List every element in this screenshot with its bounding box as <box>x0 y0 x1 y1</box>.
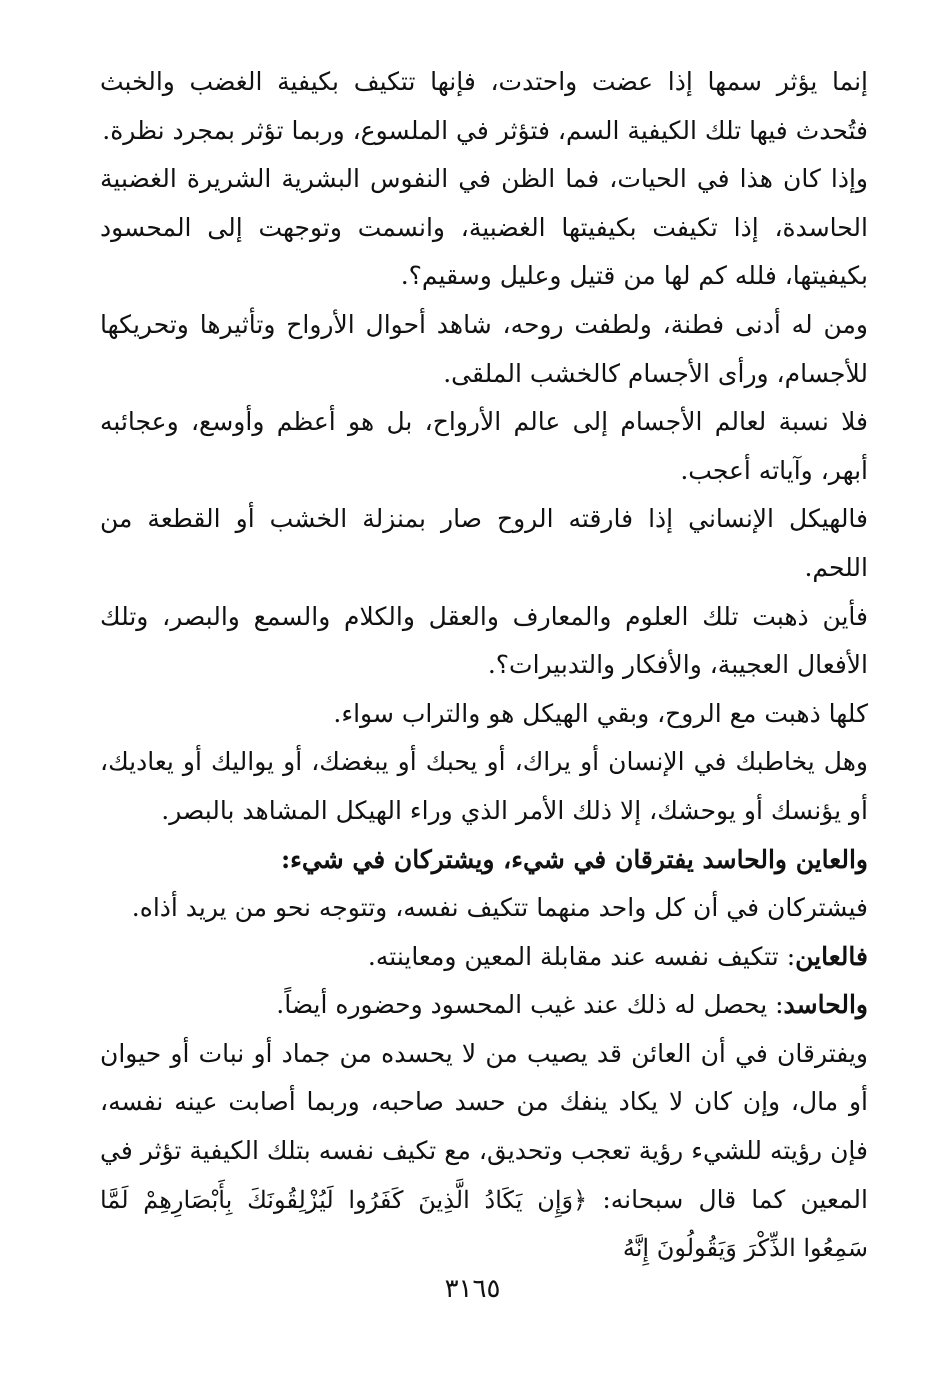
paragraph <box>100 495 868 592</box>
paragraph-text: فيشتركان في أن كل واحد منهما تتكيف نفسه، وتتوجه نحو من يريد أذاه. <box>131 893 868 923</box>
paragraph-text: ومن له أدنى فطنة، ولطفت روحه، شاهد أحوال الأرواح وتأثيرها وتحريكها للأجسام، ورأى الأجسام كالخشب الملقى. <box>100 309 868 388</box>
paragraph-text: : يحصل له ذلك عند غيب المحسود وحضوره أيضاً. <box>276 990 784 1020</box>
paragraph-text: فلا نسبة لعالم الأجسام إلى عالم الأرواح، بل هو أعظم وأوسع، وعجائبه أبهر، وآياته أعجب. <box>100 407 868 485</box>
paragraph <box>100 884 868 933</box>
paragraph <box>100 58 868 155</box>
quran-quote: ﴿وَإِن يَكَادُ الَّذِينَ كَفَرُوا لَيُزْلِقُونَكَ بِأَبْصَارِهِمْ لَمَّا سَمِعُوا الذِّكْرَ وَيَقُولُونَ إِنَّهُ <box>100 1185 868 1263</box>
bold-lead: والعاين والحاسد يفترقان في شيء، ويشتركان في شيء: <box>280 844 868 874</box>
section-heading <box>100 836 868 885</box>
page-body <box>100 58 868 1273</box>
paragraph <box>100 301 868 398</box>
bold-lead: فالعاين <box>795 941 868 971</box>
paragraph <box>100 981 868 1030</box>
paragraph <box>100 593 868 690</box>
paragraph <box>100 690 868 739</box>
bold-lead: والحاسد <box>783 990 868 1020</box>
paragraph <box>100 155 868 301</box>
paragraph-text: فالهيكل الإنساني إذا فارقته الروح صار بمنزلة الخشب أو القطعة من اللحم. <box>100 504 868 582</box>
paragraph <box>100 933 868 982</box>
paragraph-text: وإذا كان هذا في الحيات، فما الظن في النفوس البشرية الشريرة الغضبية الحاسدة، إذا تكيفت بكيفيتها الغضبية، وانسمت وتوجهت إلى المحسود بكيفيتها، فلله كم لها من قتيل وعليل وسقيم؟. <box>100 164 868 291</box>
paragraph <box>100 398 868 495</box>
paragraph-text: كلها ذهبت مع الروح، وبقي الهيكل هو والتراب سواء. <box>333 698 868 728</box>
paragraph-text: ويفترقان في أن العائن قد يصيب من لا يحسده من جماد أو نبات أو حيوان أو مال، وإن كان لا يكاد ينفك من حسد صاحبه، وربما أصابت عينه نفسه، فإن رؤيته للشيء رؤية تعجب وتحديق، مع تكيف نفسه بتلك الكيفية تؤثر في المعين كما قال سبحانه: <box>100 1038 868 1214</box>
paragraph-text: : تتكيف نفسه عند مقابلة المعين ومعاينته. <box>367 941 796 971</box>
paragraph-text: إنما يؤثر سمها إذا عضت واحتدت، فإنها تتكيف بكيفية الغضب والخبث فتُحدث فيها تلك الكيفية السم، فتؤثر في الملسوع، وربما تؤثر بمجرد نظرة. <box>100 67 868 145</box>
paragraph-text: وهل يخاطبك في الإنسان أو يراك، أو يحبك أو يبغضك، أو يواليك أو يعاديك، أو يؤنسك أو يوحشك، إلا ذلك الأمر الذي وراء الهيكل المشاهد بالبصر. <box>100 747 868 825</box>
page-number: ٣١٦٥ <box>444 1274 501 1304</box>
paragraph <box>100 1030 868 1273</box>
paragraph-text: فأين ذهبت تلك العلوم والمعارف والعقل والكلام والسمع والبصر، وتلك الأفعال العجيبة، والأفكار والتدبيرات؟. <box>100 601 868 680</box>
paragraph <box>100 738 868 835</box>
